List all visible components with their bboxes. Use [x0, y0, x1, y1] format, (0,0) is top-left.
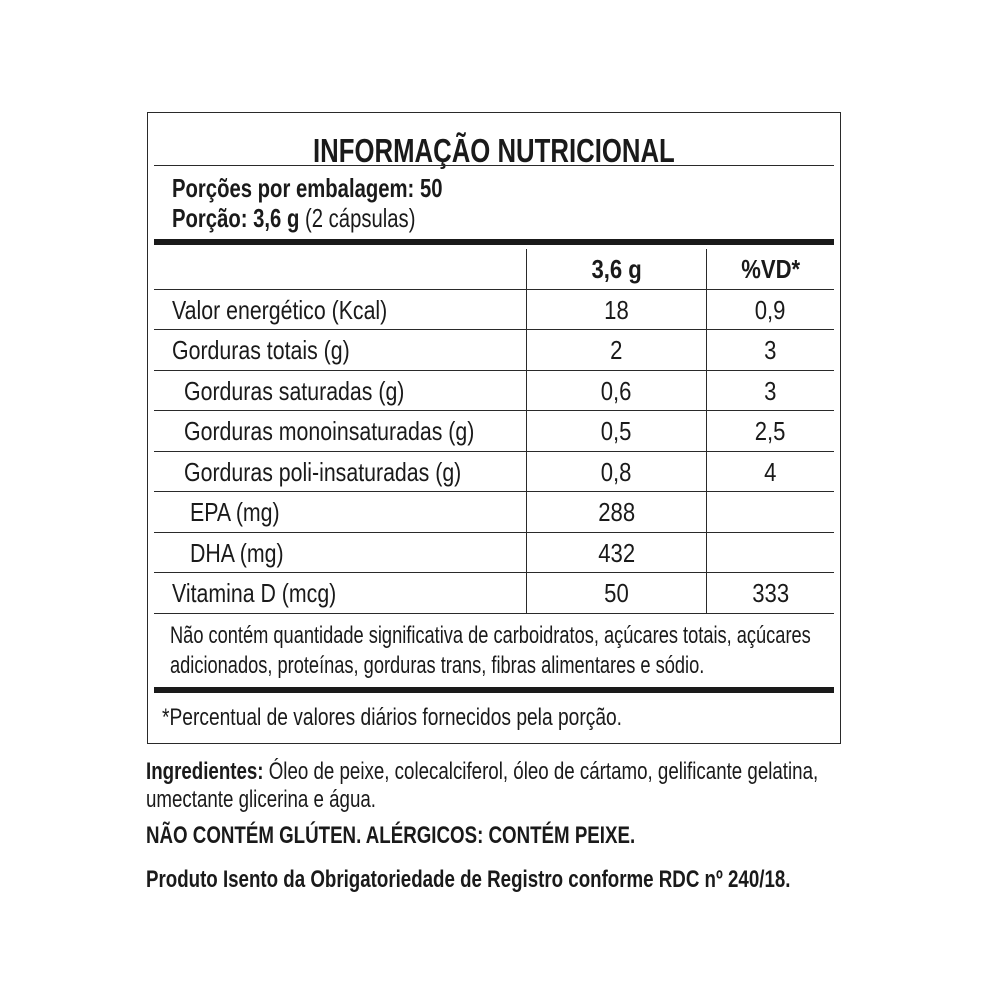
table-row: [154, 492, 834, 533]
portion-label: Porção: 3,6 g: [172, 203, 300, 233]
nutrient-name: [154, 492, 527, 532]
ingredients-line: [146, 758, 1000, 786]
nutrient-dv: [707, 573, 834, 613]
servings-per-package-text: Porções por embalagem: 50: [172, 173, 443, 203]
registration-statement: [146, 866, 972, 894]
nutrient-name-text: Vitamina D (mcg): [172, 578, 337, 608]
nutrient-name-text: Gorduras monoinsaturadas (g): [184, 416, 475, 446]
not-significant-note-line: [170, 621, 1000, 651]
nutrient-name: [154, 452, 527, 492]
nutrient-quantity: [527, 330, 707, 370]
table-row: [154, 371, 834, 412]
ingredients-line: [146, 786, 1000, 814]
nutrient-name-text: Valor energético (Kcal): [172, 294, 388, 325]
not-significant-note-line: [170, 651, 1000, 681]
nutrient-dv-text: 3: [764, 335, 777, 365]
nutrient-name: [154, 411, 527, 451]
allergens-text: NÃO CONTÉM GLÚTEN. ALÉRGICOS: CONTÉM PEIXE.: [146, 822, 636, 849]
thick-divider-top: [154, 239, 834, 245]
table-row: [154, 411, 834, 452]
nutrient-dv-text: 3: [764, 375, 777, 406]
daily-value-footnote-text: *Percentual de valores diários fornecidos pela porção.: [162, 704, 623, 731]
nutrient-name-text: Gorduras saturadas (g): [184, 375, 405, 406]
nutrient-quantity: [527, 573, 707, 613]
nutrient-name-text: EPA (mg): [190, 497, 280, 527]
nutrition-facts-panel: [147, 112, 841, 744]
nutrient-quantity-text: 0,6: [601, 375, 632, 406]
title-divider: [154, 165, 834, 166]
nutrient-dv: [707, 371, 834, 411]
table-row: [154, 533, 834, 574]
nutrition-table: [154, 249, 834, 614]
ingredients-text-2: umectante glicerina e água.: [146, 786, 376, 813]
nutrient-name: [154, 533, 527, 573]
daily-value-footnote: [162, 703, 737, 733]
table-row: [154, 290, 834, 331]
nutrient-quantity: [527, 452, 707, 492]
nutrient-quantity: [527, 371, 707, 411]
table-header-dv: [707, 249, 834, 289]
nutrient-quantity-text: 2: [610, 335, 623, 365]
nutrient-dv-text: 333: [752, 578, 789, 608]
nutrient-name-text: Gorduras totais (g): [172, 335, 350, 365]
nutrient-quantity: [527, 492, 707, 532]
nutrient-name: [154, 290, 527, 330]
thick-divider-bottom: [154, 687, 834, 693]
nutrient-quantity: [527, 533, 707, 573]
table-header-quantity-text: 3,6 g: [591, 254, 642, 284]
ingredients-text-1: Óleo de peixe, colecalciferol, óleo de cártamo, gelificante gelatina,: [263, 758, 819, 785]
nutrient-quantity-text: 0,8: [601, 456, 632, 487]
nutrient-dv: [707, 452, 834, 492]
ingredients-block: [146, 758, 1000, 814]
nutrient-quantity-text: 288: [598, 497, 635, 527]
nutrient-quantity: [527, 290, 707, 330]
portion-size: [172, 203, 484, 233]
nutrient-name: [154, 330, 527, 370]
nutrient-quantity-text: 0,5: [601, 416, 632, 446]
nutrient-dv: [707, 330, 834, 370]
nutrient-dv: [707, 533, 834, 573]
nutrient-name: [154, 573, 527, 613]
table-row: [154, 573, 834, 614]
nutrient-quantity-text: 18: [604, 294, 629, 325]
not-significant-note: [170, 621, 1000, 681]
nutrient-name: [154, 371, 527, 411]
nutrient-name-text: DHA (mg): [190, 537, 284, 568]
nutrient-dv-text: 4: [764, 456, 777, 487]
nutrient-dv: [707, 290, 834, 330]
portion-size-text: [172, 203, 415, 233]
table-header-quantity: [527, 249, 707, 289]
panel-title-text: INFORMAÇÃO NUTRICIONAL: [313, 132, 675, 169]
table-row: [154, 330, 834, 371]
nutrient-name-text: Gorduras poli-insaturadas (g): [184, 456, 462, 487]
table-row: [154, 452, 834, 493]
portion-detail: (2 cápsulas): [299, 203, 416, 233]
ingredients-line-1: [146, 758, 818, 786]
allergens-statement: [146, 822, 773, 850]
nutrient-quantity: [527, 411, 707, 451]
registration-text: Produto Isento da Obrigatoriedade de Registro conforme RDC nº 240/18.: [146, 866, 791, 893]
ingredients-label: Ingredientes:: [146, 758, 264, 785]
nutrient-quantity-text: 432: [598, 537, 635, 568]
nutrient-dv-text: 2,5: [755, 416, 786, 446]
nutrient-dv: [707, 492, 834, 532]
nutrient-quantity-text: 50: [604, 578, 629, 608]
not-significant-note-text-1: Não contém quantidade significativa de carboidratos, açúcares totais, açúcares: [170, 622, 811, 649]
not-significant-note-text-2: adicionados, proteínas, gorduras trans, fibras alimentares e sódio.: [170, 652, 705, 679]
nutrient-dv: [707, 411, 834, 451]
servings-per-package: [172, 173, 519, 203]
table-header-name: [154, 249, 527, 289]
table-header-dv-text: %VD*: [741, 254, 800, 284]
table-header-row: [154, 249, 834, 290]
nutrient-dv-text: 0,9: [755, 294, 786, 325]
